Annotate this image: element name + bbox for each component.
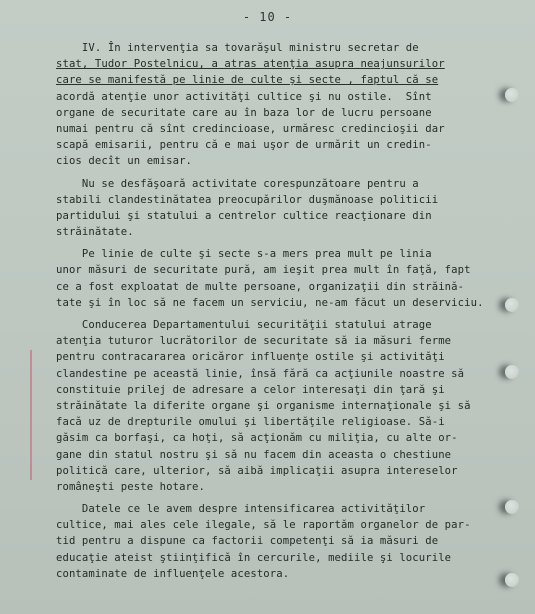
punch-hole: [505, 573, 519, 587]
text-line: Nu se desfăşoară activitate corespunzătoare pentru a: [56, 177, 419, 190]
text-line: străinătate.: [56, 226, 134, 239]
text-line: Pe linie de culte şi secte s-a mers prea mult pe linia: [56, 248, 432, 261]
text-line: pentru contracararea oricăror influenţe ostile şi activităţi: [56, 351, 445, 364]
text-line: gane din statul nostru şi să nu facem din aceasta o chestiune: [56, 448, 452, 461]
text-line: cultice, mai ales cele ilegale, să le raportăm organelor de par-: [56, 519, 471, 532]
text-line: scapă emisarii, pentru că e mai uşor de urmărit un credin-: [56, 139, 432, 152]
text-line-underlined: stat, Tudor Postelnicu, a atras atenţia asupra neajunsurilor: [56, 58, 445, 71]
text-line: tate şi în loc să ne facem un serviciu, ne-am făcut un deserviciu.: [56, 296, 484, 309]
margin-mark: [30, 350, 32, 480]
text-line: tid pentru a dispune ca factorii competenţi să ia măsuri de: [56, 535, 439, 548]
paragraph-4: [56, 317, 496, 495]
paragraph-2: [56, 176, 496, 241]
text-line: străinătate la diferite organe şi organisme internaţionale şi să: [56, 399, 471, 412]
text-line: Conducerea Departamentului securităţii statului atrage: [56, 319, 432, 331]
text-line: atenţia tuturor lucrătorilor de securitate să ia măsuri ferme: [56, 335, 452, 348]
text-line: ce a fost exploatat de multe persoane, organizaţii din străină-: [56, 280, 465, 293]
text-line: organe de securitate care au în baza lor de lucru persoane: [56, 106, 432, 119]
text-line: unor măsuri de securitate pură, am ieşit prea mult în faţă, fapt: [56, 264, 471, 277]
text-line: partidului şi statului a centrelor cultice reacţionare din: [56, 209, 432, 222]
text-line: numai pentru că sînt credincioase, urmăresc credincioşii dar: [56, 122, 445, 135]
punch-hole: [505, 88, 519, 102]
paragraph-3: [56, 246, 496, 311]
page-number: - 10 -: [242, 10, 293, 24]
text-line: constituie prilej de adresare a celor interesaţi din ţară şi: [56, 383, 445, 396]
text-line: stabili clandestinătatea preocupărilor duşmănoase politicii: [56, 193, 439, 206]
text-line: Datele ce le avem despre intensificarea activităţilor: [56, 503, 426, 516]
punch-hole: [505, 500, 519, 514]
text-line: educaţie ateist ştiinţifică în cercurile, mediile şi locurile: [56, 551, 452, 564]
text-line: clandestine pe această linie, însă fără ca acţiunile noastre să: [56, 367, 465, 380]
text-line: IV. În intervenţia sa tovarăşul ministru secretar de: [56, 42, 419, 54]
text-line-underlined: care se manifestă pe linie de culte şi secte , faptul că se: [56, 74, 439, 87]
text-line: cios decît un emisar.: [56, 155, 193, 168]
text-line: politică care, ulterior, să aibă implicaţii asupra intereselor: [56, 464, 458, 477]
text-line: găsim ca borfaşi, ca hoţi, să acţionăm cu miliţia, cu alte or-: [56, 432, 458, 445]
document-body: [56, 40, 496, 582]
text-line: contaminate de influenţele acestora.: [56, 567, 290, 580]
text-line: acordă atenţie unor activităţi cultice şi nu ostile. Sînt: [56, 90, 432, 103]
text-line: facă uz de drepturile omului şi libertăţile religioase. Să-i: [56, 416, 445, 429]
text-line: româneşti peste hotare.: [56, 480, 205, 493]
punch-hole: [505, 365, 519, 379]
paragraph-5: [56, 501, 496, 582]
punch-hole: [505, 298, 519, 312]
paragraph-1: [56, 40, 496, 170]
